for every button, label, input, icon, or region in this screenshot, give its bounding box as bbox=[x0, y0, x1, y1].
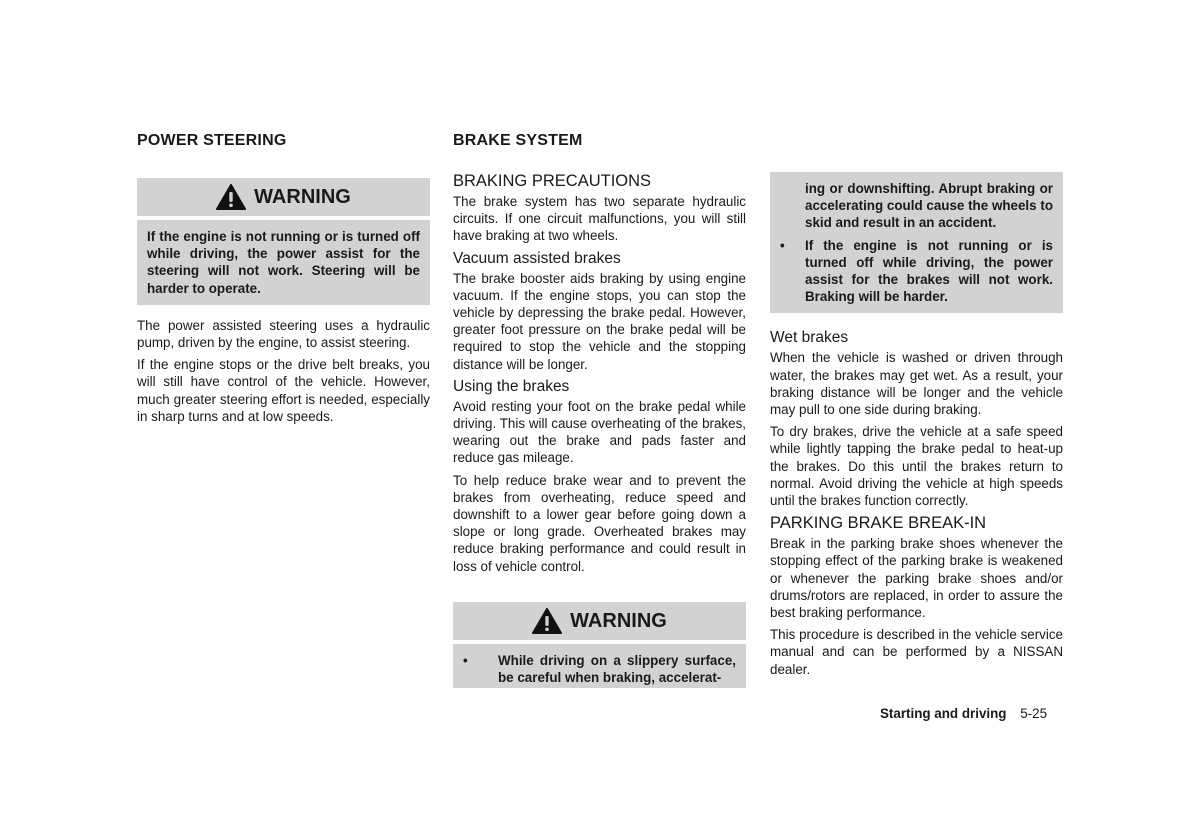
paragraph: The brake system has two separate hydraulic circuits. If one circuit malfunctions, you will still have braking at two wheels. bbox=[453, 194, 746, 244]
paragraph: If the engine stops or the drive belt breaks, you will still have control of the vehicle. However, much greater steering effort is needed, especially in sharp turns and at low speeds. bbox=[137, 357, 430, 424]
subsection-title: Wet brakes bbox=[770, 329, 849, 347]
bullet: • bbox=[780, 237, 785, 253]
page-number: 5-25 bbox=[1020, 706, 1048, 721]
warning-header bbox=[137, 178, 430, 216]
warning-label: WARNING bbox=[570, 609, 667, 632]
warning-box bbox=[137, 178, 430, 305]
brake-warning-box bbox=[453, 602, 746, 688]
warning-text: While driving on a slippery surface, be careful when braking, accelerat- bbox=[498, 653, 736, 686]
paragraph: The brake booster aids braking by using engine vacuum. If the engine stops, you can stop the vehicle by depressing the brake pedal. However, greater foot pressure on the brake pedal will be required to stop the vehicle and the stopping distance will be longer. bbox=[453, 270, 746, 372]
page-footer bbox=[880, 706, 1047, 721]
warning-continued-box bbox=[770, 172, 1063, 313]
warning-text: If the engine is not running or is turned off while driving, the power assist for the steering will not work. Steering will be harder to operate. bbox=[137, 220, 430, 305]
paragraph: To dry brakes, drive the vehicle at a safe speed while lightly tapping the brake pedal to heat-up the brakes. Do this until the brakes return to normal. Avoid driving the vehicle at high speeds until the brakes function correctly. bbox=[770, 424, 1063, 509]
bullet: • bbox=[463, 653, 468, 668]
footer-section: Starting and driving bbox=[880, 706, 1007, 721]
paragraph: To help reduce brake wear and to prevent the brakes from overheating, reduce speed and downshift to a lower gear before going down a slope or long grade. Overheated brakes may reduce braking performance and could result in loss of vehicle control. bbox=[453, 472, 746, 574]
paragraph: When the vehicle is washed or driven through water, the brakes may get wet. As a result, your braking distance will be longer and the vehicle may pull to one side during braking. bbox=[770, 350, 1063, 418]
paragraph: The power assisted steering uses a hydraulic pump, driven by the engine, to assist steering. bbox=[137, 317, 430, 351]
warning-text: ing or downshifting. Abrupt braking or accelerating could cause the wheels to skid and result in an accident. bbox=[805, 181, 1053, 231]
subsection-title: Vacuum assisted brakes bbox=[453, 249, 621, 267]
warning-header bbox=[453, 602, 746, 640]
section-heading: POWER STEERING bbox=[137, 132, 287, 149]
paragraph: This procedure is described in the vehicle service manual and can be performed by a NISSAN dealer. bbox=[770, 627, 1063, 677]
warning-triangle-icon bbox=[216, 184, 246, 210]
subsection-title: BRAKING PRECAUTIONS bbox=[453, 172, 652, 190]
warning-label: WARNING bbox=[254, 185, 351, 208]
brake-system-column bbox=[453, 132, 746, 580]
power-steering-column bbox=[137, 132, 430, 430]
paragraph: Avoid resting your foot on the brake pedal while driving. This will cause overheating of the brakes, wearing out the brake and pads faster and reduce gas mileage. bbox=[453, 398, 746, 466]
warning-text: If the engine is not running or is turned off while driving, the power assist for the brakes will not work. Braking will be harder. bbox=[805, 237, 1053, 305]
brake-continued-column bbox=[770, 172, 1063, 683]
section-heading: BRAKE SYSTEM bbox=[453, 132, 583, 149]
subsection-title: Using the brakes bbox=[453, 377, 570, 395]
paragraph: Break in the parking brake shoes whenever the stopping effect of the parking brake is weakened or whenever the parking brake shoes and/or drums/rotors are replaced, in order to assure the best braking performance. bbox=[770, 536, 1063, 621]
warning-triangle-icon bbox=[532, 608, 562, 634]
subsection-title: PARKING BRAKE BREAK-IN bbox=[770, 514, 987, 533]
warning-bullet bbox=[453, 644, 746, 688]
